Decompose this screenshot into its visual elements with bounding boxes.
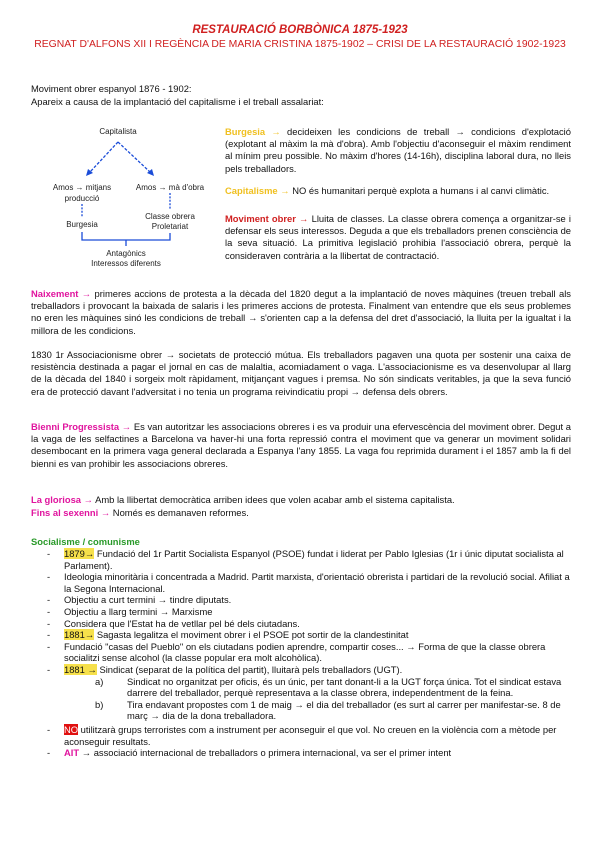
bienni-label: Bienni Progressista → (31, 421, 132, 432)
gloriosa-label: La gloriosa → (31, 494, 93, 505)
diagram-proletariat: Proletariat (151, 222, 189, 231)
diagram-arrow-left (90, 142, 118, 172)
diagram-arrowhead-right (147, 169, 154, 176)
diagram-right-label: Amos → mà d'obra (135, 183, 205, 192)
socialisme-heading: Socialisme / comunisme (31, 536, 140, 547)
page-title: RESTAURACIÓ BORBÒNICA 1875-1923 (192, 24, 408, 36)
no-highlight: NO (64, 723, 79, 735)
list-item: - 1881 → Sindicat (separat de la política del partit), lluitarà pels treballadors (UGT). (31, 664, 571, 676)
year-highlight: 1881→ (64, 629, 95, 641)
capitalisme-text: NO és humanitari perquè explota a humans i al canvi climàtic. (289, 185, 550, 196)
list-item: - Objectiu a llarg termini → Marxisme (31, 606, 571, 618)
list-item: - NO utilitzarà grups terroristes com a instrument per aconseguir el que vol. No creuen en la violència com a mètode per aconseguir resultats. (31, 724, 571, 747)
page-subtitle: REGNAT D'ALFONS XII I REGÈNCIA DE MARIA CRISTINA 1875-1902 – CRISI DE LA RESTAURACIÓ 1902-1923 (34, 39, 566, 50)
associacionisme-paragraph: 1830 1r Associacionisme obrer → societats de protecció mútua. Els treballadors pagaven una quota per sostenir una caixa de resistència destinada a pagar el jornal en cas de malaltia, acomiadament o vaga. L'associacionisme es va desenvolupar al llarg de la dècada del 1840 i sorgeix molt ràpidament, mitjançant vagues i premsa. No són sindicats veritables, ja que la seva funció era de protecció davant l'adversitat i no tenia un programa reivindicatiu propi → defensa dels obrers. (31, 349, 571, 397)
naixement-label: Naixement → (31, 288, 92, 299)
burgesia-label: Burgesia → (225, 126, 281, 137)
naixement-text: primeres accions de protesta a la dècada del 1820 degut a la implantació de noves màquines (treuen treball als treballadors i provocant la baixada de salaris i les primeres accions de protesta. Finalment van entendre que els seus problemes no eren les màquines sinó les condicions de treball → s'orienten cap a la defensa del dret d'associació, la lluita per la igualtat i la millora de les condicions. (31, 288, 571, 336)
moviment-obrer-label: Moviment obrer → (225, 213, 309, 224)
class-diagram (50, 124, 220, 274)
capitalisme-label: Capitalisme → (225, 185, 290, 196)
burgesia-paragraph (225, 126, 571, 175)
gloriosa-paragraph (31, 494, 571, 506)
diagram-left-line1: Amos → mitjans (52, 183, 112, 192)
moviment-obrer-paragraph (225, 213, 571, 262)
sexenni-label: Fins al sexenni → (31, 507, 111, 518)
ait-label: AIT (64, 747, 80, 759)
diagram-top-label: Capitalista (99, 127, 137, 136)
socialisme-list (31, 548, 571, 759)
list-item: - 1881→ Sagasta legalitza el moviment obrer i el PSOE pot sortir de la clandestinitat (31, 629, 571, 641)
sexenni-paragraph (31, 507, 571, 519)
diagram-interessos: Interessos diferents (91, 259, 161, 268)
bienni-paragraph (31, 421, 571, 470)
sub-item-b: b) Tira endavant propostes com 1 de maig → el dia del treballador (es surt al carrer per manifestar-se. 8 de març → dia de la dona treballadora. (95, 698, 561, 722)
list-item: - Objectiu a curt termini → tindre diputats. (31, 594, 571, 606)
diagram-burgesia: Burgesia (66, 220, 98, 229)
list-item: - AIT → associació internacional de treballadors o primera internacional, va ser el primer intent (31, 747, 571, 759)
diagram-antagonics: Antagònics (106, 249, 146, 258)
moviment-obrer-text: Lluita de classes. La classe obrera comença a organitzar-se i defensar els seus interessos. Deguda a que els treballadors prenen consciència de la seva situació. La primitiva legislació prohibia l'associació obrera, perquè la consideraven contrària a la llibertat de contractació. (225, 213, 571, 261)
list-item: - Fundació "casas del Pueblo" on els ciutadans podien aprendre, compartir coses... → Forma de que la classe obrera socialitzi sense alcohol (la classe popular era molt alcohòlica). (31, 641, 571, 664)
naixement-paragraph (31, 288, 571, 337)
intro-line-1: Moviment obrer espanyol 1876 - 1902: (31, 83, 192, 94)
diagram-arrow-right (118, 142, 150, 172)
year-highlight: 1879→ (64, 548, 95, 559)
diagram-bracket (82, 232, 170, 240)
list-item: - 1879→ Fundació del 1r Partit Socialista Espanyol (PSOE) fundat i liderat per Pablo Iglesias (1r i únic diputat socialista al Parlament). (31, 548, 571, 571)
sub-item-a: a) Sindicat no organitzat per oficis, és un únic, per tant donant-li a la UGT força única. Tot el sindicat estava darrere del treballador, perquè representava a la classe obrera, independentment de la feina. (95, 675, 562, 699)
bienni-text: Es van autoritzar les associacions obreres i es va produir una efervescència del moviment obrer. Degut a la vaga de les selfactines a Barcelona va haver-hi una forta repressió contra el moviment que va generar un moviment solidari desembocant en la primera vaga general declarada a Espanya l'any 1855. La vaga fou reprimida durament i el 1857 amb la fi del bienni es van prohibir les associacions obreres. (31, 421, 572, 469)
year-highlight: 1881 → (64, 663, 97, 675)
diagram-classe-obrera: Classe obrera (145, 212, 195, 221)
gloriosa-text: Amb la llibertat democràtica arriben idees que volen acabar amb el sistema capitalista. (93, 494, 455, 505)
diagram-left-line2: producció (64, 194, 100, 203)
list-item: - Considera que l'Estat ha de vetllar pel bé dels ciutadans. (31, 618, 571, 630)
capitalisme-paragraph (225, 185, 571, 197)
list-item: - Ideologia minoritària i concentrada a Madrid. Partit marxista, d'orientació obrerista i partidari de la revolució social. Afiliat a la Segona Internacional. (31, 571, 571, 594)
intro-line-2: Apareix a causa de la implantació del capitalisme i el treball assalariat: (31, 96, 324, 107)
sexenni-text: Només es demanaven reformes. (110, 507, 249, 518)
burgesia-text: decideixen les condicions de treball → condicions d'explotació (explotant al màxim la mà d'obra). Amb l'objectiu d'aconseguir el màxim rendiment al mínim preu possible. No màxim d'hores (14-16h), disciplina laboral dura, no lleis pels treballadors. (225, 126, 571, 174)
